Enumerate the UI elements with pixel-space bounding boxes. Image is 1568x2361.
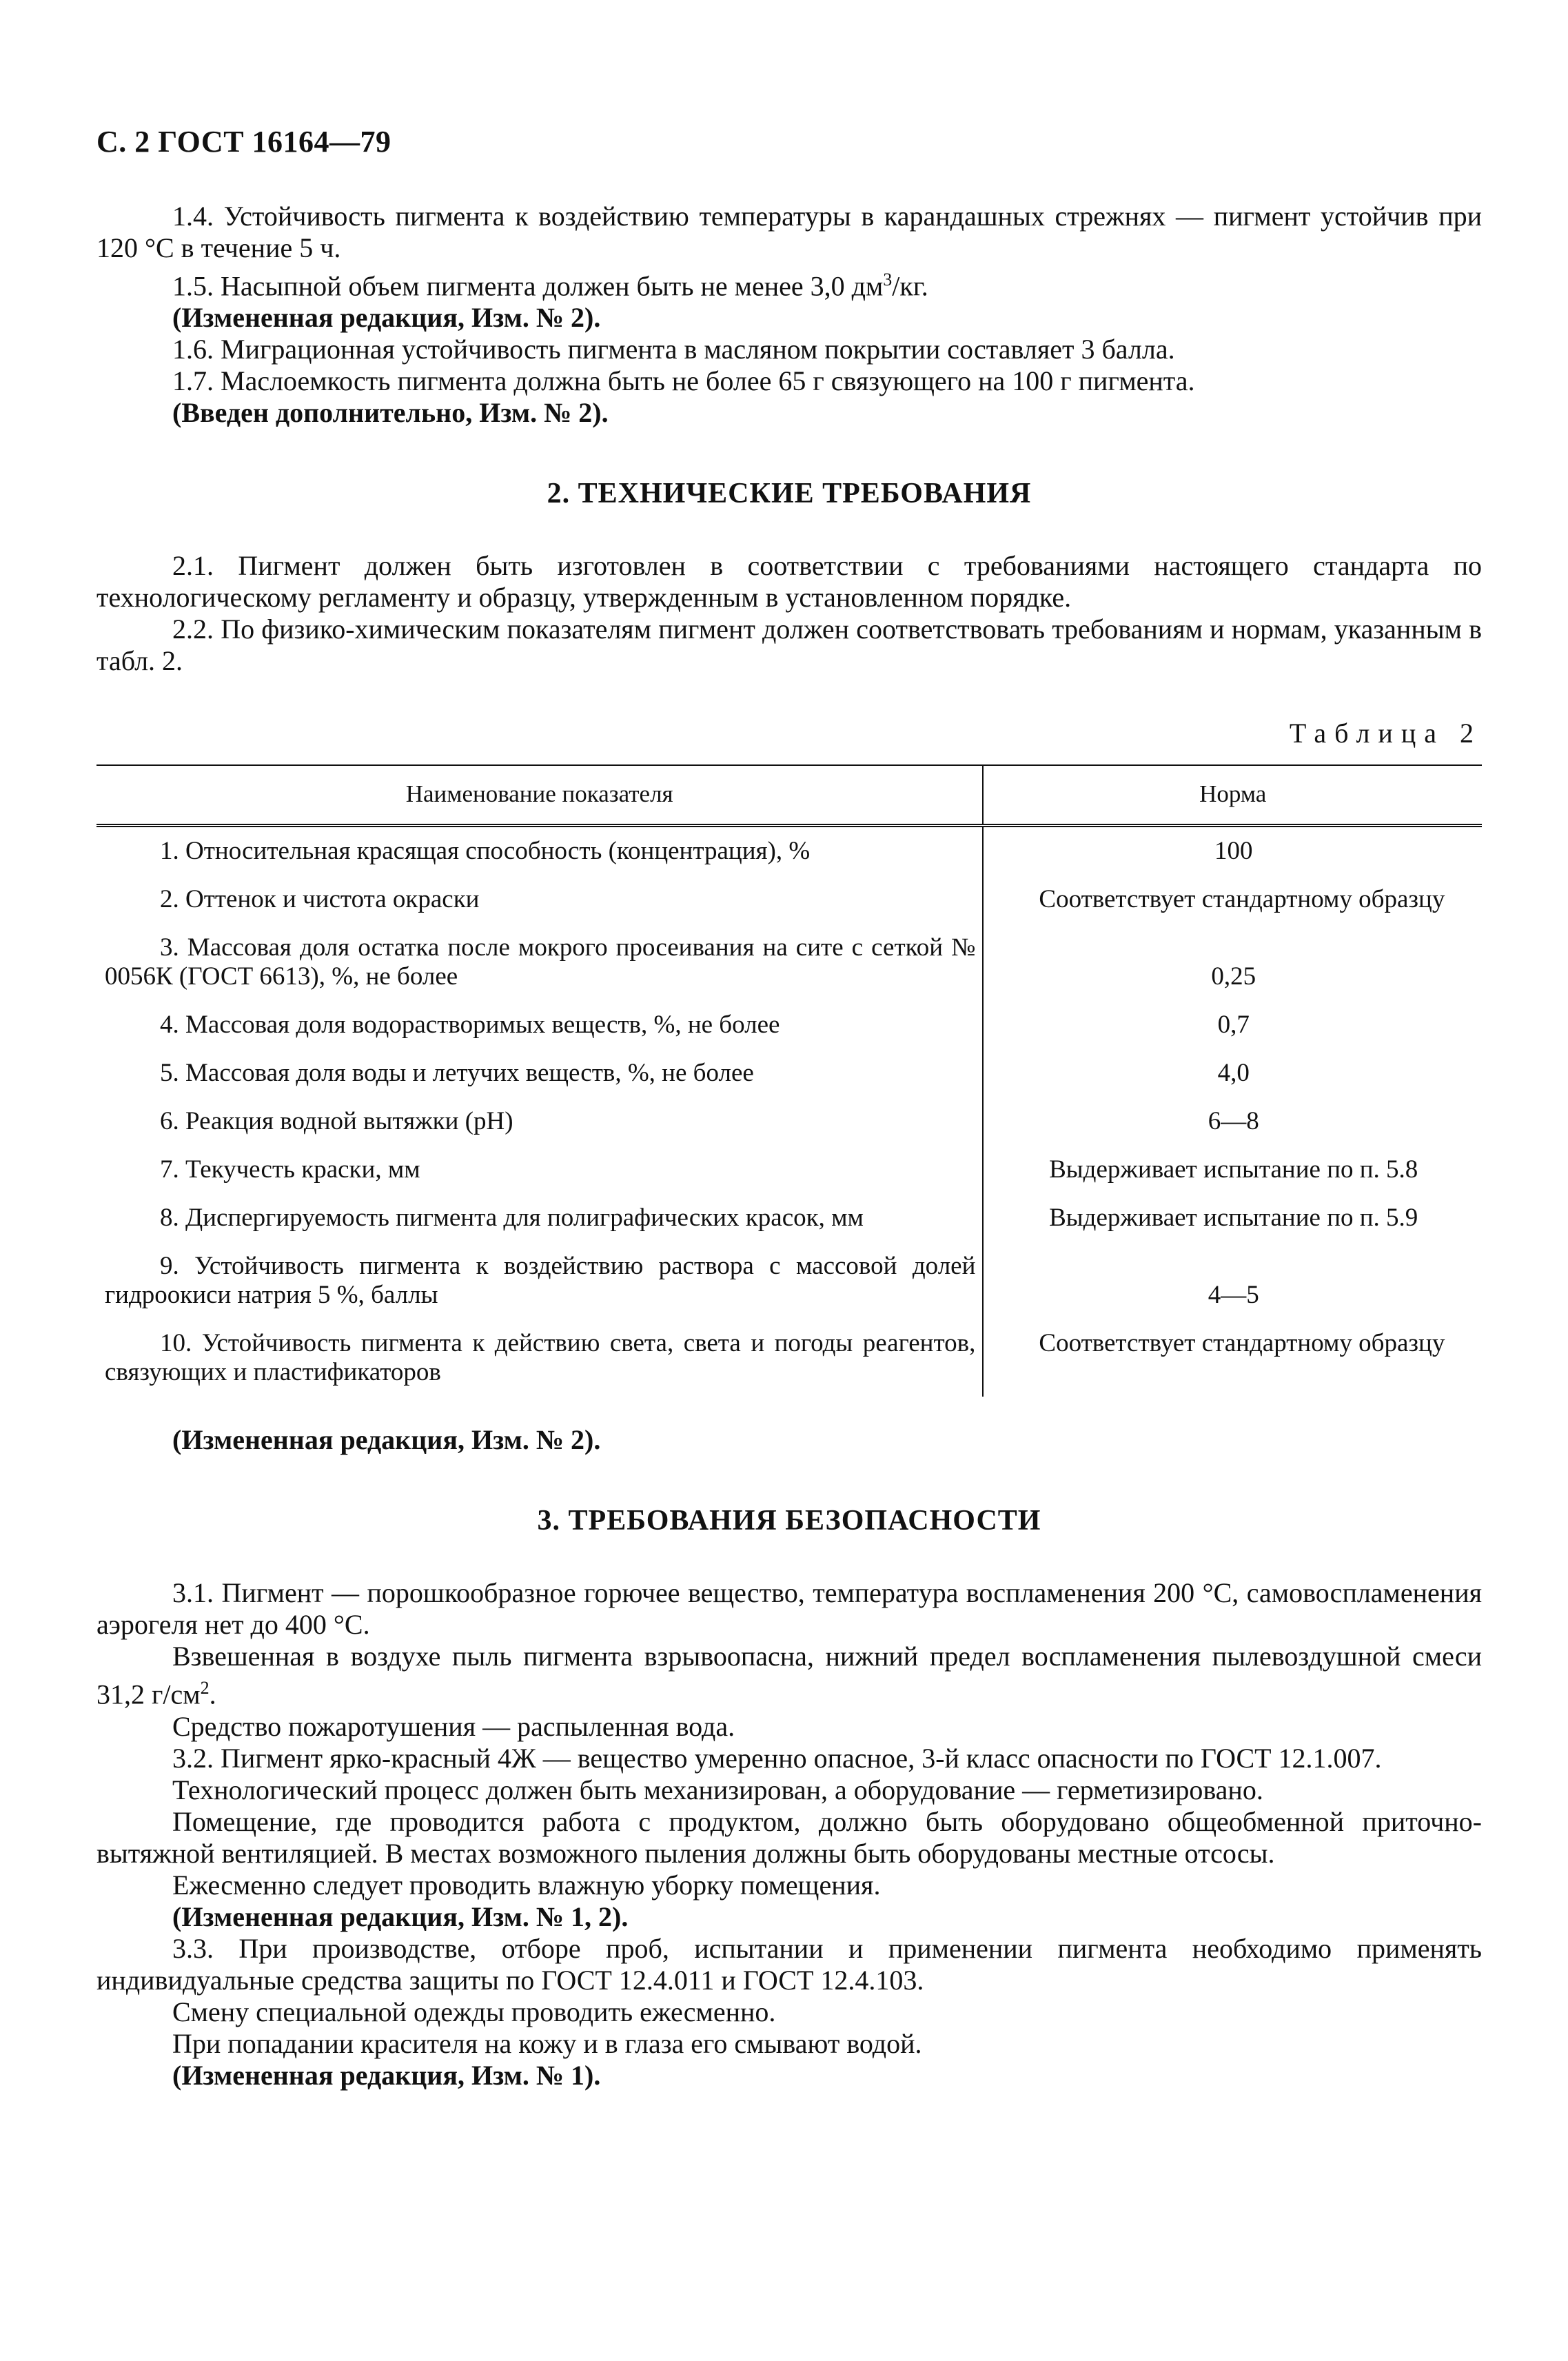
- table-row: [96, 1319, 1482, 1397]
- row-norm: Соответствует стандартному образцу: [1039, 1329, 1445, 1358]
- table-row: [96, 1001, 1482, 1049]
- clause-3-2-process: Технологический процесс должен быть механизирован, а оборудование — герметизировано.: [172, 1774, 1263, 1805]
- table-header-row: [96, 765, 1482, 826]
- row-name: 4. Массовая доля водорастворимых веществ, %, не более: [96, 1001, 983, 1049]
- table-row: [96, 1097, 1482, 1146]
- row-name: 6. Реакция водной вытяжки (pH): [96, 1097, 983, 1146]
- clause-3-2-cleaning: Ежесменно следует проводить влажную уборку помещения.: [172, 1869, 881, 1901]
- clause-3-3-contact: При попадании красителя на кожу и в глаза его смывают водой.: [172, 2027, 922, 2059]
- column-header-norm: Норма: [983, 765, 1482, 826]
- row-name: 9. Устойчивость пигмента к воздействию раствора с массовой долей гидроокиси натрия 5 %, баллы: [96, 1242, 983, 1319]
- requirements-table: [96, 764, 1482, 1397]
- section-title: 3. ТРЕБОВАНИЯ БЕЗОПАСНОСТИ: [537, 1505, 1041, 1537]
- clause-2-2: 2.2. По физико-химическим показателям пигмент должен соответствовать требованиям и нормам, указанным в табл. 2.: [96, 614, 1482, 677]
- row-name: 8. Диспергируемость пигмента для полиграфических красок, мм: [96, 1194, 983, 1242]
- clause-3-1-extinguish: Средство пожаротушения — распыленная вода.: [172, 1710, 735, 1742]
- table-row: [96, 1146, 1482, 1194]
- column-header-name: Наименование показателя: [96, 765, 983, 826]
- amendment-note: (Измененная редакция, Изм. № 2).: [172, 1424, 601, 1456]
- clause-1-7: 1.7. Маслоемкость пигмента должна быть не более 65 г связующего на 100 г пигмента.: [172, 365, 1195, 397]
- table-caption: Таблица 2: [1289, 718, 1482, 749]
- table-row: [96, 1242, 1482, 1319]
- row-norm: 100: [1214, 837, 1253, 866]
- clause-3-2: 3.2. Пигмент ярко-красный 4Ж — вещество умеренно опасное, 3-й класс опасности по ГОСТ 12.1.007.: [172, 1742, 1382, 1774]
- table-row: [96, 1194, 1482, 1242]
- row-name: 5. Массовая доля воды и летучих веществ, %, не более: [96, 1049, 983, 1097]
- clause-3-1: 3.1. Пигмент — порошкообразное горючее вещество, температура воспламенения 200 °С, самовоспламенения аэрогеля нет до 400 °С.: [96, 1577, 1482, 1641]
- document-page: [96, 124, 1482, 2091]
- page-header: С. 2 ГОСТ 16164—79: [96, 125, 391, 159]
- clause-3-3: 3.3. При производстве, отборе проб, испытании и применении пигмента необходимо применять индивидуальные средства защиты по ГОСТ 12.4.011 и ГОСТ 12.4.103.: [96, 1932, 1482, 1996]
- table-row: [96, 924, 1482, 1001]
- table-row: [96, 826, 1482, 876]
- table-row: [96, 1049, 1482, 1097]
- row-norm: 0,25: [1211, 962, 1256, 991]
- row-norm: Выдерживает испытание по п. 5.9: [1049, 1204, 1418, 1233]
- row-name: 1. Относительная красящая способность (концентрация), %: [96, 826, 983, 876]
- clause-1-6: 1.6. Миграционная устойчивость пигмента в масляном покрытии составляет 3 балла.: [172, 334, 1175, 365]
- row-norm: 6—8: [1208, 1107, 1259, 1136]
- section-title: 2. ТЕХНИЧЕСКИЕ ТРЕБОВАНИЯ: [547, 478, 1032, 510]
- row-name: 7. Текучесть краски, мм: [96, 1146, 983, 1194]
- clause-3-3-clothing: Смену специальной одежды проводить ежесменно.: [172, 1996, 776, 2027]
- row-norm: Выдерживает испытание по п. 5.8: [1049, 1155, 1418, 1184]
- amendment-note: (Измененная редакция, Изм. № 1).: [172, 2059, 601, 2091]
- amendment-note: (Введен дополнительно, Изм. № 2).: [172, 397, 609, 429]
- clause-3-2-ventilation: Помещение, где проводится работа с продуктом, должно быть оборудовано общеобменной приточно-вытяжной вентиляцией. В местах возможного пыления должны быть оборудованы местные отсосы.: [96, 1805, 1482, 1869]
- row-name: 10. Устойчивость пигмента к действию света, света и погоды реагентов, связующих и пластификаторов: [96, 1319, 983, 1397]
- row-name: 3. Массовая доля остатка после мокрого просеивания на сите с сеткой № 0056К (ГОСТ 6613), %, не более: [96, 924, 983, 1001]
- row-norm: 4,0: [1217, 1059, 1250, 1088]
- clause-2-1: 2.1. Пигмент должен быть изготовлен в соответствии с требованиями настоящего стандарта по технологическому регламенту и образцу, утвержденным в установленном порядке.: [96, 550, 1482, 614]
- clause-1-4: 1.4. Устойчивость пигмента к воздействию температуры в карандашных стрежнях — пигмент устойчив при 120 °С в течение 5 ч.: [96, 201, 1482, 263]
- row-norm: 0,7: [1217, 1011, 1250, 1040]
- clause-1-5: 1.5. Насыпной объем пигмента должен быть не менее 3,0 $дм^3/кг$.: [172, 270, 928, 302]
- table-row: [96, 875, 1482, 924]
- amendment-note: (Измененная редакция, Изм. № 1, 2).: [172, 1901, 629, 1932]
- amendment-note: (Измененная редакция, Изм. № 2).: [172, 302, 601, 334]
- row-norm: Соответствует стандартному образцу: [1039, 885, 1445, 914]
- row-norm: 4—5: [1208, 1281, 1259, 1310]
- spacer: [96, 1397, 1482, 1424]
- row-name: 2. Оттенок и чистота окраски: [96, 875, 983, 924]
- clause-3-1-dust: Взвешенная в воздухе пыль пигмента взрывоопасна, нижний предел воспламенения пылевоздушной смеси 31,2 $г/см^2$.: [96, 1641, 1482, 1710]
